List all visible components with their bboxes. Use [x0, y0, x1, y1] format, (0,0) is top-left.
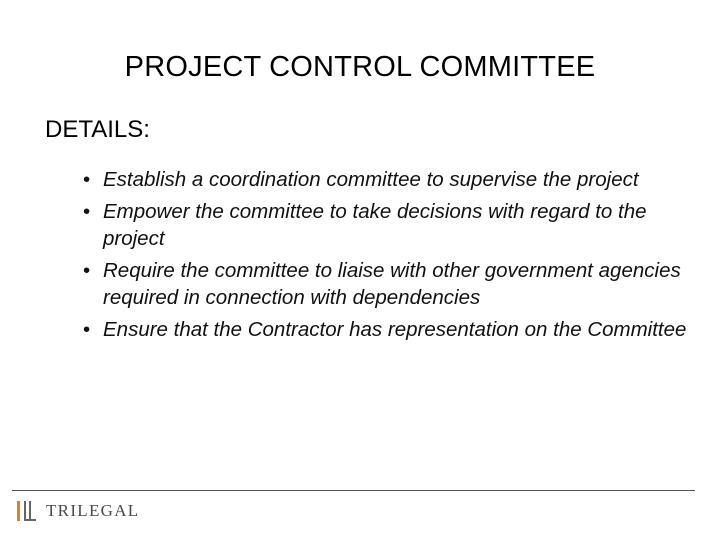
bullet-text: Establish a coordination committee to supervise the project	[103, 168, 639, 191]
section-heading: DETAILS:	[45, 116, 150, 143]
list-item	[80, 257, 690, 311]
list-item	[80, 316, 690, 343]
bullet-text: Empower the committee to take decisions with regard to the project	[103, 200, 647, 250]
bullet-icon: •	[83, 200, 91, 223]
bullet-icon: •	[83, 259, 91, 282]
trilegal-logo	[16, 499, 140, 523]
bullet-icon: •	[83, 318, 91, 341]
logo-wordmark: TRILEGAL	[46, 501, 140, 520]
slide-title: PROJECT CONTROL COMMITTEE	[124, 51, 596, 83]
bullet-text: Ensure that the Contractor has representation on the Committee	[103, 318, 687, 341]
trilegal-bars-logo-icon	[16, 499, 38, 523]
bullet-list	[80, 166, 690, 348]
footer-divider	[12, 490, 695, 491]
bullet-icon: •	[83, 168, 91, 191]
list-item	[80, 166, 690, 193]
list-item	[80, 198, 690, 252]
bullet-text: Require the committee to liaise with other government agencies required in connection with dependencies	[103, 259, 681, 309]
